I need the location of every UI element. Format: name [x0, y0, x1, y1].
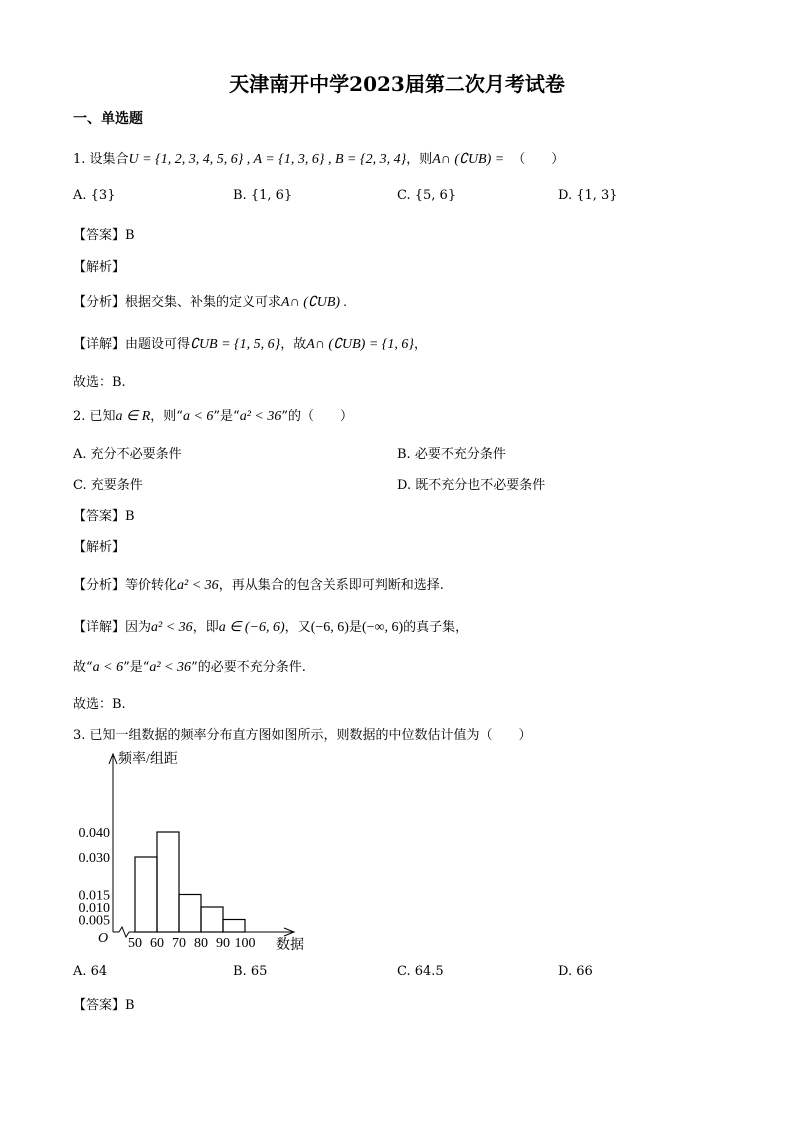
q1-stem-math2: A∩ (∁UB) = — [432, 152, 505, 167]
q2-detail-t4: 是 — [348, 620, 362, 635]
q2-detail-m1: a² < 36 — [151, 620, 193, 635]
q2-line2-t1: 故“ — [73, 660, 93, 675]
y-tick-label: 0.040 — [78, 826, 110, 841]
q3-option-c: C. 64.5 — [397, 964, 444, 979]
origin-label: O — [98, 931, 109, 946]
q2-stem-math1: a ∈ R — [115, 409, 151, 424]
q2-option-a: A. 充分不必要条件 — [73, 447, 182, 462]
x-tick-label: 50 — [128, 936, 142, 951]
q2-stem-prefix: 2. 已知 — [73, 409, 116, 424]
q2-option-d: D. 既不充分也不必要条件 — [397, 478, 546, 493]
q2-line2-m2: a² < 36 — [149, 660, 192, 675]
q1-detail-label: 【详解】 — [73, 337, 126, 352]
q1-answer: 【答案】B — [73, 228, 135, 243]
q2-stem-math2: a < 6 — [182, 409, 214, 424]
q1-detail — [73, 333, 427, 353]
q2-fenxi-label: 【分析】 — [73, 578, 126, 593]
x-tick-label: 80 — [194, 936, 208, 951]
q1-detail-text1: 由题设可得 — [125, 337, 191, 352]
q2-fenxi-t1: 等价转化 — [125, 578, 178, 593]
q2-stem-math3: a² < 36 — [239, 409, 282, 424]
q2-stem-t3: ”是“ — [213, 409, 240, 424]
q3-option-d: D. 66 — [558, 964, 593, 979]
q1-detail-math2: A∩ (∁UB) = {1, 6} — [306, 337, 414, 352]
x-tick-label: 70 — [172, 936, 186, 951]
q2-fenxi-t2: ，再从集合的包含关系即可判断和选择. — [218, 578, 444, 593]
histogram-bar — [157, 832, 179, 932]
q1-detail-text3: ， — [413, 337, 427, 352]
q1-analysis-head: 【解析】 — [73, 260, 126, 275]
page-title: 天津南开中学2023届第二次月考试卷 — [229, 72, 565, 96]
q2-detail-line2 — [73, 656, 306, 676]
q2-line2-t3: ”的必要不充分条件. — [191, 660, 306, 675]
q1-conclusion: 故选：B. — [73, 375, 126, 390]
q3-option-b: B. 65 — [233, 964, 268, 979]
q2-option-b: B. 必要不充分条件 — [397, 447, 506, 462]
q2-detail — [73, 616, 468, 636]
x-tick-label: 90 — [216, 936, 230, 951]
x-tick-label: 60 — [150, 936, 164, 951]
q1-option-a: A. {3} — [73, 188, 116, 203]
q2-line2-m1: a < 6 — [92, 660, 124, 675]
y-tick-label: 0.015 — [78, 888, 110, 904]
q2-option-c: C. 充要条件 — [73, 478, 143, 493]
x-tick-label: 100 — [234, 936, 256, 951]
histogram-bar — [223, 920, 245, 933]
q2-detail-t2: ，即 — [192, 620, 219, 635]
q1-fenxi-math: A∩ (∁UB) . — [281, 295, 348, 310]
q2-detail-m2: a ∈ (−6, 6) — [218, 620, 285, 635]
q1-option-b: B. {1, 6} — [233, 188, 293, 203]
q1-option-d: D. {1, 3} — [558, 188, 618, 203]
q3-stem: 3. 已知一组数据的频率分布直方图如图所示，则数据的中位数估计值为（ ） — [73, 728, 532, 743]
q1-option-c: C. {5, 6} — [397, 188, 457, 203]
q3-option-a: A. 64 — [73, 964, 108, 979]
q2-detail-t5: 的真子集， — [403, 620, 469, 635]
q2-detail-t1: 因为 — [125, 620, 152, 635]
section-heading: 一、单选题 — [73, 111, 143, 127]
y-tick-label: 0.010 — [78, 901, 110, 916]
q1-stem — [73, 148, 564, 168]
histogram-bar — [179, 895, 201, 933]
q1-detail-text2: ，故 — [280, 337, 307, 352]
q2-detail-m3: (−6, 6) — [310, 620, 349, 635]
y-tick-label: 0.005 — [78, 913, 110, 929]
q2-line2-t2: ”是“ — [123, 660, 150, 675]
q2-detail-t3: ，又 — [284, 620, 311, 635]
q2-answer: 【答案】B — [73, 509, 135, 524]
x-axis-label: 数据 — [276, 938, 304, 953]
histogram-bar — [201, 907, 223, 932]
q1-stem-math: U = {1, 2, 3, 4, 5, 6} , A = {1, 3, 6} , B = {2, 3, 4} — [128, 152, 407, 167]
histogram-chart — [60, 742, 320, 957]
q2-stem — [73, 405, 353, 425]
q2-detail-label: 【详解】 — [73, 620, 126, 635]
q3-answer: 【答案】B — [73, 998, 135, 1013]
q1-stem-mid: ，则 — [406, 152, 433, 167]
q1-bracket: （ ） — [512, 152, 565, 167]
y-axis-label: 频率/组距 — [118, 752, 178, 767]
q1-fenxi-label: 【分析】 — [73, 295, 126, 310]
y-tick-label: 0.030 — [78, 851, 110, 866]
q2-conclusion: 故选：B. — [73, 697, 126, 712]
q1-fenxi — [73, 291, 347, 311]
q2-stem-t4: ”的（ ） — [281, 409, 354, 424]
q2-detail-m4: (−∞, 6) — [361, 620, 404, 635]
q2-fenxi — [73, 574, 444, 594]
q2-analysis-head: 【解析】 — [73, 540, 126, 555]
q2-fenxi-math: a² < 36 — [177, 578, 219, 593]
q1-fenxi-text: 根据交集、补集的定义可求 — [125, 295, 282, 310]
histogram-bar — [135, 857, 157, 932]
q2-stem-t2: ，则“ — [150, 409, 183, 424]
q1-detail-math1: ∁UB = {1, 5, 6} — [190, 337, 281, 352]
q1-stem-prefix: 1. 设集合 — [73, 152, 129, 167]
